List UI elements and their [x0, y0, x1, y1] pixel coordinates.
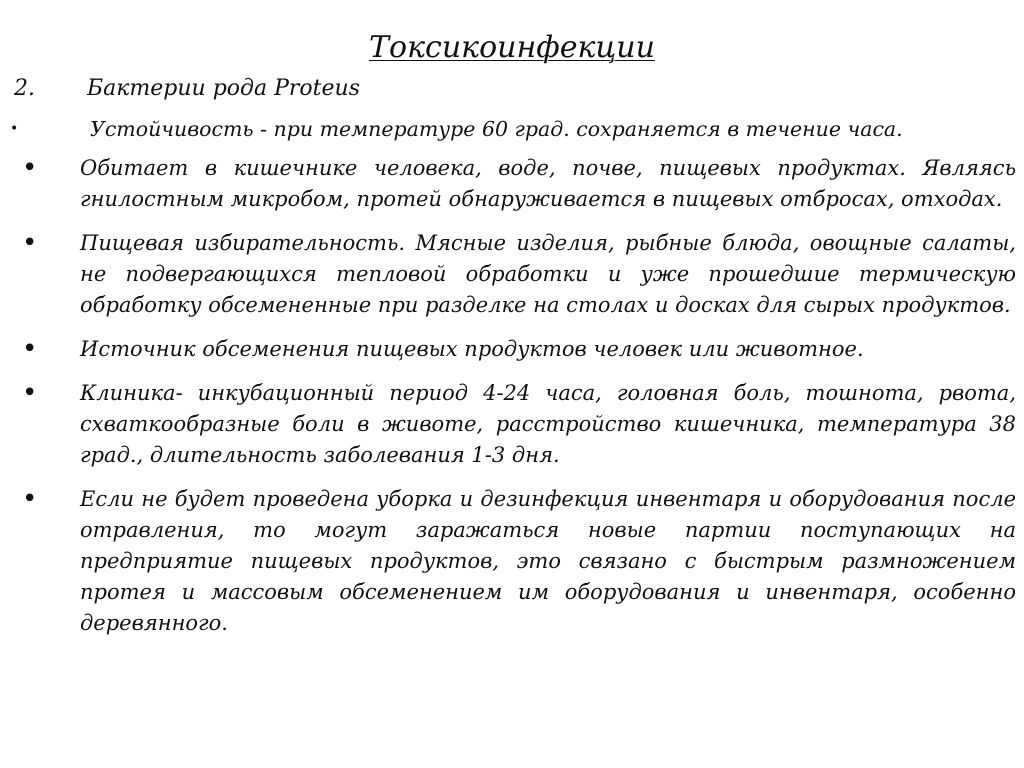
bullet-icon: • — [22, 334, 38, 364]
bullet-item — [0, 228, 1024, 321]
subheading-text: Бактерии рода Proteus — [87, 76, 360, 101]
slide-title: Токсикоинфекции — [369, 30, 655, 65]
subheading — [14, 74, 360, 104]
bullet-text: Источник обсеменения пищевых продуктов человек или животное. — [80, 337, 864, 361]
bullet-icon: • — [22, 153, 38, 183]
bullet-text: Обитает в кишечнике человека, воде, почве, пищевых продуктах. Являясь гнилостным микробом, протей обнаруживается в пищевых отбросах, отходах. — [80, 156, 1016, 211]
bullet-item — [0, 114, 1024, 145]
bullet-icon: • — [22, 484, 38, 514]
bullet-icon: • — [10, 121, 19, 137]
bullet-text: Пищевая избирательность. Мясные изделия, рыбные блюда, овощные салаты, не подвергающихся тепловой обработки и уже прошедшие термическую обработку обсемененные при разделке на столах и досках для сырых продуктов. — [80, 231, 1016, 317]
subheading-number: 2. — [14, 76, 35, 101]
bullet-item — [0, 378, 1024, 471]
bullet-icon: • — [22, 378, 38, 408]
bullet-text: Клиника- инкубационный период 4-24 часа, головная боль, тошнота, рвота, схваткообразные боли в животе, расстройство кишечника, температура 38 град., длительность заболевания 1-3 дня. — [80, 381, 1016, 467]
bullet-item — [0, 153, 1024, 215]
bullet-item — [0, 334, 1024, 365]
bullet-text: Если не будет проведена уборка и дезинфекция инвентаря и оборудования после отравления, то могут заражаться новые партии поступающих на предприятие пищевых продуктов, это связано с быстрым размножением протея и массовым обсеменением им оборудования и инвентаря, особенно деревянного. — [80, 487, 1016, 635]
bullet-list — [0, 114, 1024, 652]
bullet-icon: • — [22, 228, 38, 258]
bullet-item — [0, 484, 1024, 639]
bullet-text: Устойчивость - при температуре 60 град. сохраняется в течение часа. — [90, 117, 903, 141]
